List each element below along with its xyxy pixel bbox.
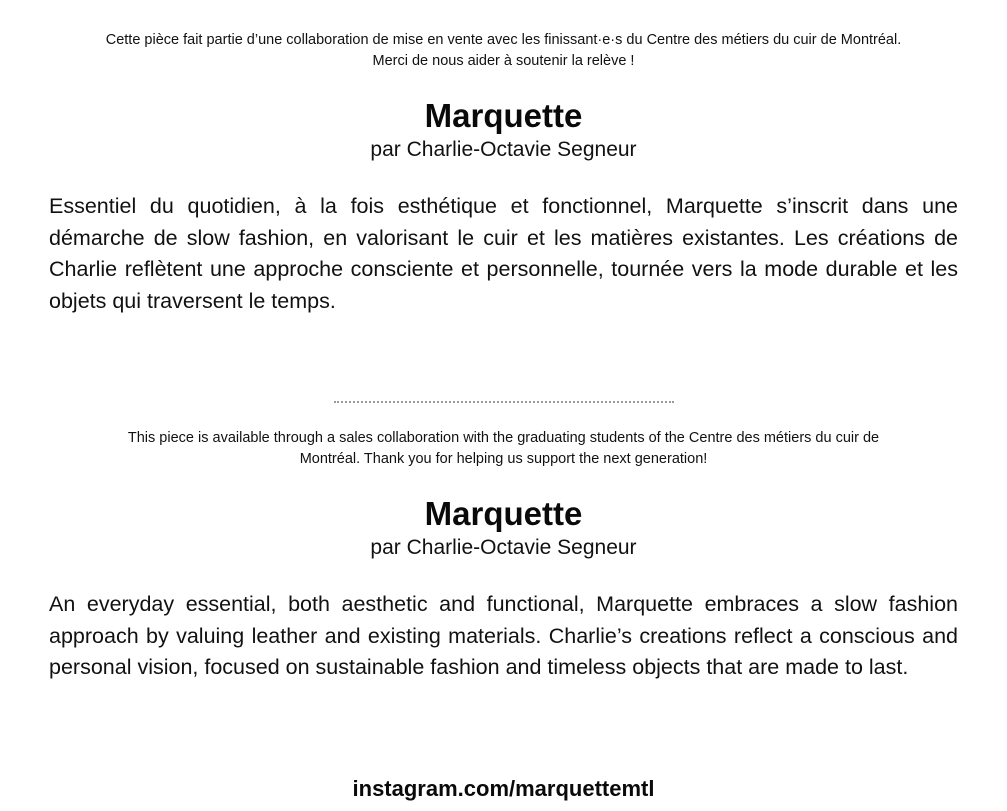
english-description: An everyday essential, both aesthetic and functional, Marquette embraces a slow fashion approach by valuing leather and existing materials. Charlie’s creations reflect a conscious and personal vision, focused on sustainable fashion and timeless objects that are made to last. [49,592,958,679]
english-intro-line-2: Montréal. Thank you for helping us support the next generation! [299,451,708,467]
english-intro-line-1: This piece is available through a sales collaboration with the graduating students of the Centre des métiers du cuir de [127,430,880,446]
french-intro-line-2: Merci de nous aider à soutenir la relève ! [372,53,635,69]
english-section [0,428,1007,470]
english-intro [0,428,1007,470]
instagram-link[interactable]: instagram.com/marquettemtl [352,776,655,801]
english-byline: par Charlie-Octavie Segneur [370,536,637,559]
section-divider [334,401,674,403]
french-description-block [0,191,1007,317]
french-section [0,30,1007,72]
french-byline: par Charlie-Octavie Segneur [370,138,637,161]
english-description-block [0,589,1007,684]
english-title: Marquette [424,495,583,532]
english-heading [0,494,1007,562]
french-title: Marquette [424,97,583,134]
french-intro [0,30,1007,72]
french-description: Essentiel du quotidien, à la fois esthétique et fonctionnel, Marquette s’inscrit dans une démarche de slow fashion, en valorisant le cuir et les matières existantes. Les créations de Charlie reflètent une approche consciente et personnelle, tournée vers la mode durable et les objets qui traversent le temps. [49,194,958,313]
french-heading [0,96,1007,164]
french-intro-line-1: Cette pièce fait partie d’une collaboration de mise en vente avec les finissant·e·s du Centre des métiers du cuir de Montréal. [105,32,902,48]
